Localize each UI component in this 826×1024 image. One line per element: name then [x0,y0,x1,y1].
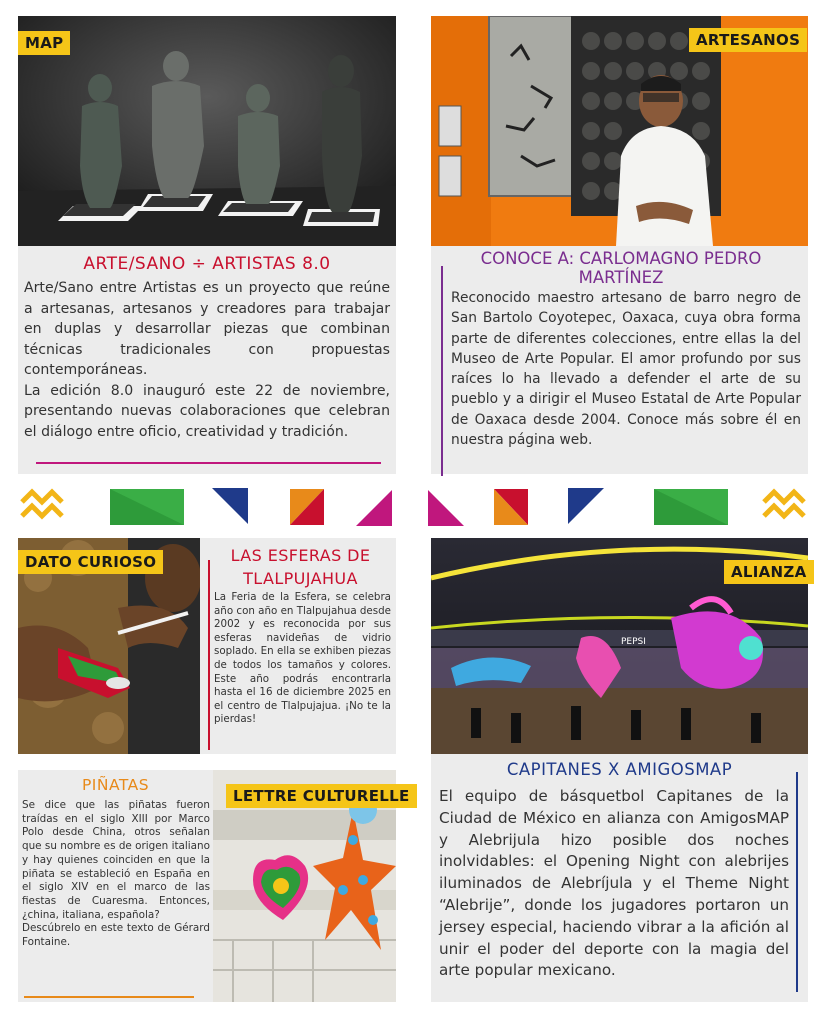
decorative-strip [0,484,826,530]
dato-curioso-tag: DATO CURIOSO [18,550,163,574]
pinatas-closing: Descúbrelo en este texto de Gérard Fontaine. [22,922,210,949]
artesanos-article [431,16,808,474]
map-article [18,16,396,474]
artesanos-body: Reconocido maestro artesano de barro negro de San Bartolo Coyotepec, Oaxaca, cuya obra forma parte de diferentes colecciones, entre ellas la del Museo de Arte Popular. El amor profundo por sus raíces lo ha llevado a defender el arte de su pueblo y a dirigir el Museo Estatal de Arte Popular de Oaxaca desde 2004. Conoce más sobre él en nuestra página web. [451,290,801,449]
dato-curioso-article [18,538,396,754]
alianza-title: CAPITANES X AMIGOSMAP [506,760,733,779]
pinatas-title: PIÑATAS [81,776,150,794]
sculptures-photo [18,16,396,246]
map-paragraph-2: La edición 8.0 inauguró este 22 de noviembre, presentando nuevas colaboraciones que celebran el diálogo entre oficio, creatividad y tradición. [24,382,390,440]
dato-curioso-accent-line [208,560,210,750]
navy-triangle-shape [212,488,248,524]
arena-sponsor-text: PEPSI [621,637,646,647]
pinatas-body [22,799,210,950]
zigzag-icon-2 [764,492,804,516]
magenta-triangle-shape-2 [428,490,464,526]
dato-curioso-title: LAS ESFERAS DE TLALPUJAHUA [230,546,371,588]
zigzag-icon [22,492,62,516]
map-divider [36,462,381,464]
artesanos-accent-line [441,266,443,476]
artesanos-tag: ARTESANOS [689,28,807,52]
pinatas-tag: LETTRE CULTURELLE [226,784,417,808]
alianza-body: El equipo de básquetbol Capitanes de la Ciudad de México en alianza con AmigosMAP y Alebrijula hizo posible dos noches inolvidables: el Opening Night con alebrijes iluminados de Alebríjula y el Theme Night “Alebrije”, donde los jugadores portaron un jersey especial, haciendo vibrar a la afición al unir el poder del deporte con la magia del arte popular mexicano. [439,787,789,980]
alianza-accent-line [796,772,798,992]
magenta-triangle-shape [356,490,392,526]
navy-triangle-shape-2 [568,488,604,524]
artesanos-title: CONOCE A: CARLOMAGNO PEDRO MARTÍNEZ [480,249,762,287]
map-paragraph-1: Arte/Sano entre Artistas es un proyecto que reúne a artesanas, artesanos y creadores para trabajar en duplas y desarrollar piezas que combinan técnicas tradicionales con propuestas contemporáneas. [24,280,390,378]
pinatas-paragraph: Se dice que las piñatas fueron traídas en el siglo XIII por Marco Polo desde China, otros señalan que su nombre es de origen italiano y hay quienes coinciden en que la piñata se estableció en España en el siglo XIV en el marco de las fiestas de Cuaresma. Entonces, ¿china, italiana, española? [22,799,210,921]
map-title: ARTE/SANO ÷ ARTISTAS 8.0 [83,254,331,274]
map-tag: MAP [18,31,70,55]
pinatas-divider [24,996,194,998]
map-body [24,278,390,442]
dato-curioso-body: La Feria de la Esfera, se celebra año con año en Tlalpujahua desde 2002 y es reconocida por sus esferas navideñas de vidrio soplado. En ella se exhiben piezas de todos los tamaños y colores. Este año podrás encontrarla hasta el 16 de diciembre 2025 en el centro de Tlalpujajua. ¡No te la pierdas! [214,591,392,726]
alianza-article [431,538,808,1002]
pinatas-article [18,770,410,1002]
alianza-tag: ALIANZA [724,560,814,584]
